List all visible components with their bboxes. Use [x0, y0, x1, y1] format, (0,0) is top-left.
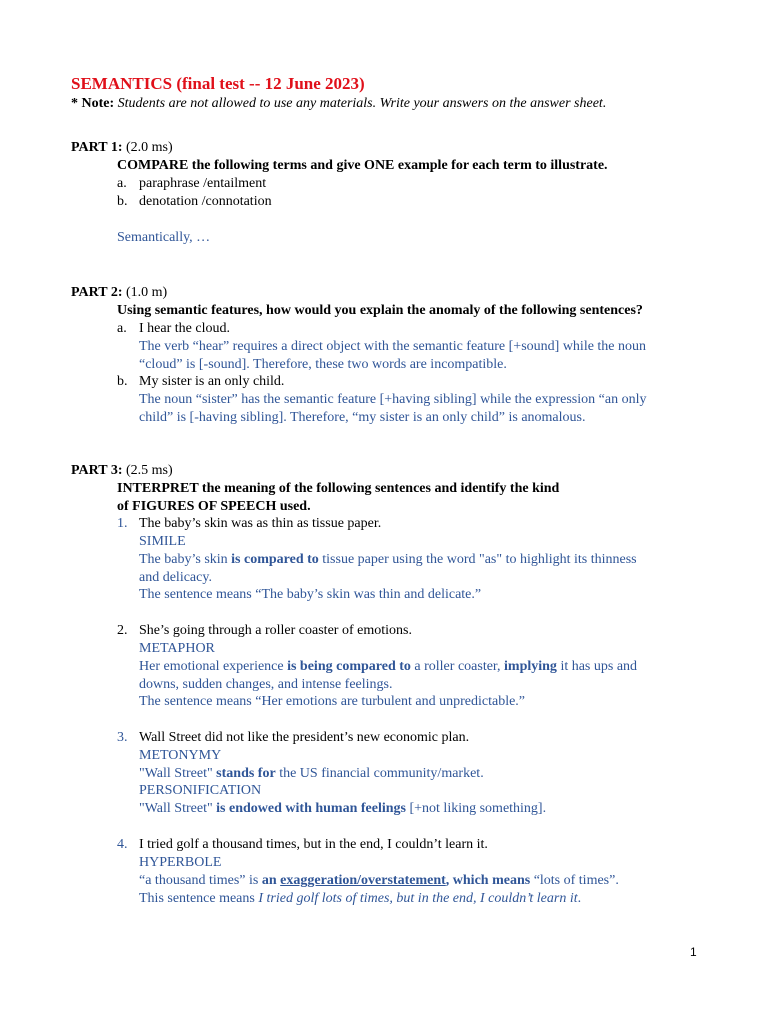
part2-item-b-answer-line2: child” is [-having sibling]. Therefore, “my sister is an only child” is anomalous.	[139, 410, 586, 425]
note-label: * Note:	[71, 96, 115, 111]
q2-figure: METAPHOR	[139, 641, 215, 656]
q4-l1c: exaggeration/overstatement	[280, 873, 446, 888]
q2-l1c: a roller coaster,	[410, 659, 505, 674]
q3-sentence: Wall Street did not like the president’s new economic plan.	[139, 730, 470, 745]
part3-instruction-line1: INTERPRET the meaning of the following sentences and identify the kind	[117, 481, 560, 496]
part3-score: (2.5 ms)	[126, 463, 173, 478]
page-number: 1	[690, 945, 697, 959]
part1-item-a-marker: a.	[117, 176, 127, 191]
part2-item-a-marker: a.	[117, 321, 127, 336]
part1-label: PART 1:	[71, 140, 123, 155]
q1-explanation-line2: and delicacy.	[139, 570, 212, 585]
q3-number: 3.	[117, 730, 128, 745]
q4-figure: HYPERBOLE	[139, 855, 222, 870]
q4-sentence: I tried golf a thousand times, but in the end, I couldn’t learn it.	[139, 837, 488, 852]
q2-explanation-line1	[139, 658, 637, 676]
q3-l1b: stands for	[216, 766, 276, 781]
q4-l2c: .	[577, 891, 582, 906]
q4-l1e: “lots of times”.	[530, 873, 619, 888]
q1-explanation-line1	[139, 551, 637, 569]
q4-l1b: an	[261, 873, 281, 888]
part3-instruction-line2: of FIGURES OF SPEECH used.	[117, 499, 311, 514]
note-text: Students are not allowed to use any materials. Write your answers on the answer sheet.	[117, 96, 607, 111]
part2-label: PART 2:	[71, 285, 123, 300]
note	[71, 95, 606, 113]
part1-instruction: COMPARE the following terms and give ONE example for each term to illustrate.	[117, 158, 608, 173]
q3-l2c: [+not liking something].	[405, 801, 547, 816]
part2-item-b-marker: b.	[117, 374, 128, 389]
part1-item-b: denotation /connotation	[139, 194, 272, 209]
page-title: SEMANTICS (final test -- 12 June 2023)	[71, 74, 365, 93]
q4-number: 4.	[117, 837, 128, 852]
q1-number: 1.	[117, 516, 128, 531]
q1-meaning: The sentence means “The baby’s skin was thin and delicate.”	[139, 587, 482, 602]
q3-l1c: the US financial community/market.	[275, 766, 484, 781]
q2-l1b: is being compared to	[287, 659, 411, 674]
q4-explanation-line1	[139, 872, 619, 890]
q2-sentence: She’s going through a roller coaster of emotions.	[139, 623, 412, 638]
part3-label: PART 3:	[71, 463, 123, 478]
q3-l2a: "Wall Street"	[139, 801, 217, 816]
q3-figure2: PERSONIFICATION	[139, 783, 262, 798]
part2-instruction: Using semantic features, how would you explain the anomaly of the following sentences?	[117, 303, 643, 318]
q4-l1a: “a thousand times” is	[139, 873, 262, 888]
q4-l2a: This sentence means	[139, 891, 259, 906]
q3-figure1: METONYMY	[139, 748, 222, 763]
part2-score: (1.0 m)	[126, 285, 168, 300]
q1-l1b: is compared to	[231, 552, 319, 567]
part1-heading	[71, 139, 173, 157]
part2-item-a-answer-line1: The verb “hear” requires a direct object with the semantic feature [+sound] while the noun	[139, 339, 647, 354]
part1-answer: Semantically, …	[117, 230, 211, 245]
q4-l1d: , which means	[445, 873, 531, 888]
part1-score: (2.0 ms)	[126, 140, 173, 155]
q3-l2b: is endowed with human feelings	[216, 801, 406, 816]
q2-l1a: Her emotional experience	[139, 659, 288, 674]
part2-item-b: My sister is an only child.	[139, 374, 285, 389]
q1-figure: SIMILE	[139, 534, 186, 549]
q4-explanation-line2	[139, 890, 581, 908]
part2-item-a-answer-line2: “cloud” is [-sound]. Therefore, these two words are incompatible.	[139, 357, 507, 372]
q2-l1d: implying	[504, 659, 557, 674]
q3-l1a: "Wall Street"	[139, 766, 217, 781]
q3-explanation-line1	[139, 765, 484, 783]
part2-item-b-answer-line1: The noun “sister” has the semantic feature [+having sibling] while the expression “an only	[139, 392, 647, 407]
q4-l2b: I tried golf lots of times, but in the end, I couldn’t learn it	[258, 891, 578, 906]
part3-heading	[71, 462, 173, 480]
q2-number: 2.	[117, 623, 128, 638]
part1-item-b-marker: b.	[117, 194, 128, 209]
q2-explanation-line2: downs, sudden changes, and intense feelings.	[139, 677, 393, 692]
part2-item-a: I hear the cloud.	[139, 321, 230, 336]
part1-item-a: paraphrase /entailment	[139, 176, 267, 191]
q1-l1c: tissue paper using the word "as" to highlight its thinness	[318, 552, 637, 567]
q2-meaning: The sentence means “Her emotions are turbulent and unpredictable.”	[139, 694, 526, 709]
q1-l1a: The baby’s skin	[139, 552, 232, 567]
part2-heading	[71, 284, 167, 302]
q1-sentence: The baby’s skin was as thin as tissue paper.	[139, 516, 382, 531]
q2-l1e: it has ups and	[556, 659, 638, 674]
q3-explanation-line2	[139, 800, 546, 818]
